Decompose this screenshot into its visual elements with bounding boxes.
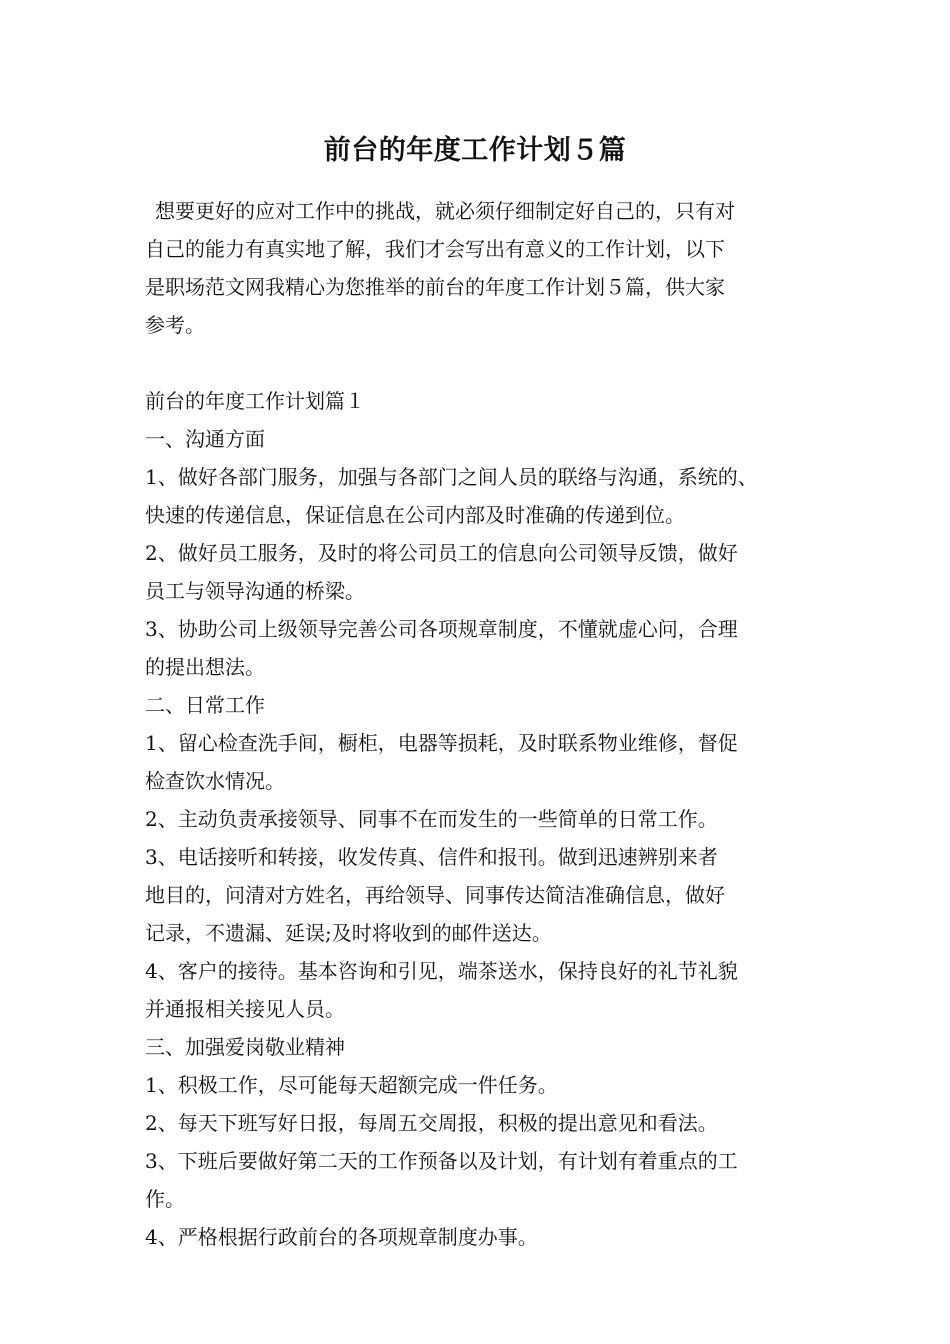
intro-line: 想要更好的应对工作中的挑战，就必须仔细制定好自己的，只有对 — [155, 199, 735, 223]
body-line: 4、客户的接待。基本咨询和引见，端茶送水，保持良好的礼节礼貌 — [145, 959, 738, 983]
body-line: 1、做好各部门服务，加强与各部门之间人员的联络与沟通，系统的、 — [145, 465, 758, 489]
body-line: 1、留心检查洗手间，橱柜，电器等损耗，及时联系物业维修，督促 — [145, 731, 738, 755]
paragraph-gap — [145, 344, 815, 382]
intro-line: 自己的能力有真实地了解，我们才会写出有意义的工作计划，以下 — [145, 237, 725, 261]
intro-line: 参考。 — [145, 313, 205, 337]
intro-line: 是职场范文网我精心为您推举的前台的年度工作计划５篇，供大家 — [145, 275, 725, 299]
body-line: 2、主动负责承接领导、同事不在而发生的一些简单的日常工作。 — [145, 807, 718, 831]
subsection-heading: 三、加强爱岗敬业精神 — [145, 1035, 345, 1059]
body-line: 2、做好员工服务，及时的将公司员工的信息向公司领导反馈，做好 — [145, 541, 738, 565]
document-body — [145, 192, 815, 1256]
body-line: 记录，不遗漏、延误;及时将收到的邮件送达。 — [145, 921, 552, 945]
body-line: 4、严格根据行政前台的各项规章制度办事。 — [145, 1225, 538, 1249]
document-title: 前台的年度工作计划５篇 — [323, 135, 627, 166]
body-line: 3、协助公司上级领导完善公司各项规章制度，不懂就虚心问，合理 — [145, 617, 738, 641]
subsection-heading: 一、沟通方面 — [145, 427, 265, 451]
body-line: 快速的传递信息，保证信息在公司内部及时准确的传递到位。 — [145, 503, 685, 527]
body-line: 检查饮水情况。 — [145, 769, 285, 793]
body-line: 并通报相关接见人员。 — [145, 997, 345, 1021]
body-line: 地目的，问清对方姓名，再给领导、同事传达简洁准确信息，做好 — [145, 883, 725, 907]
body-line: 作。 — [145, 1187, 185, 1211]
body-line: 2、每天下班写好日报，每周五交周报，积极的提出意见和看法。 — [145, 1111, 718, 1135]
body-line: 员工与领导沟通的桥梁。 — [145, 579, 365, 603]
body-line: 1、积极工作，尽可能每天超额完成一件任务。 — [145, 1073, 558, 1097]
body-line: 3、下班后要做好第二天的工作预备以及计划，有计划有着重点的工 — [145, 1149, 738, 1173]
section-heading: 前台的年度工作计划篇１ — [145, 389, 365, 413]
body-line: 3、电话接听和转接，收发传真、信件和报刊。做到迅速辨别来者 — [145, 845, 718, 869]
body-line: 的提出想法。 — [145, 655, 265, 679]
subsection-heading: 二、日常工作 — [145, 693, 265, 717]
